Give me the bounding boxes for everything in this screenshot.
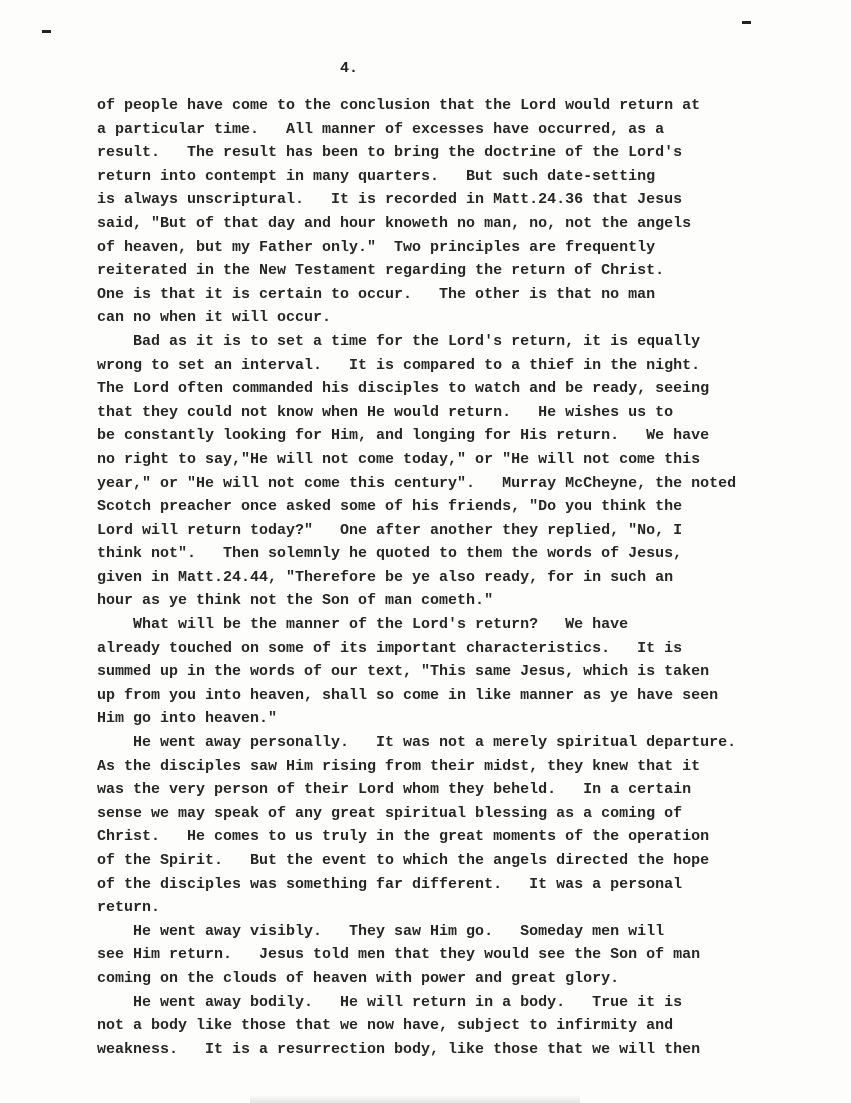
text-line: He went away visibly. They saw Him go. Someday men will <box>97 922 665 940</box>
text-line: can no when it will occur. <box>97 309 332 327</box>
text-line: weakness. It is a resurrection body, like those that we will then <box>97 1040 701 1058</box>
text-line: be constantly looking for Him, and longing for His return. We have <box>97 427 710 445</box>
page-number: 4. <box>340 60 359 77</box>
text-line: coming on the clouds of heaven with power and great glory. <box>97 969 620 987</box>
text-line: Him go into heaven." <box>97 710 278 728</box>
text-line: return into contempt in many quarters. But such date-setting <box>97 167 656 185</box>
punch-mark-right <box>742 21 751 24</box>
scan-edge <box>250 1095 580 1103</box>
text-line: One is that it is certain to occur. The other is that no man <box>97 285 656 303</box>
text-line: was the very person of their Lord whom they beheld. In a certain <box>97 781 692 799</box>
text-line: Scotch preacher once asked some of his friends, "Do you think the <box>97 498 683 516</box>
text-line: He went away personally. It was not a merely spiritual departure. <box>97 734 737 752</box>
text-line: up from you into heaven, shall so come in like manner as ye have seen <box>97 686 719 704</box>
text-line: He went away bodily. He will return in a body. True it is <box>97 993 683 1011</box>
text-line: of the Spirit. But the event to which the angels directed the hope <box>97 852 710 869</box>
text-line: year," or "He will not come this century". Murray McCheyne, the noted <box>97 474 737 492</box>
text-line: reiterated in the New Testament regarding the return of Christ. <box>97 262 665 280</box>
text-line: hour as ye think not the Son of man cometh." <box>97 592 494 610</box>
text-line: think not". Then solemnly he quoted to them the words of Jesus, <box>97 545 683 563</box>
text-line: already touched on some of its important characteristics. It is <box>97 639 683 657</box>
text-line: given in Matt.24.44, "Therefore be ye also ready, for in such an <box>97 568 674 586</box>
text-line: said, "But of that day and hour knoweth no man, no, not the angels <box>97 214 692 232</box>
text-line: Bad as it is to set a time for the Lord's return, it is equally <box>97 332 701 350</box>
text-line: The Lord often commanded his disciples to watch and be ready, seeing <box>97 380 710 398</box>
text-line: sense we may speak of any great spiritual blessing as a coming of <box>97 804 683 822</box>
punch-mark-left <box>42 30 51 33</box>
text-line: What will be the manner of the Lord's return? We have <box>97 616 629 634</box>
text-line: not a body like those that we now have, subject to infirmity and <box>97 1017 674 1035</box>
text-line: that they could not know when He would return. He wishes us to <box>97 403 674 421</box>
text-line: of the disciples was something far different. It was a personal <box>97 875 683 893</box>
text-line: no right to say,"He will not come today," or "He will not come this <box>97 450 701 468</box>
text-line: of heaven, but my Father only." Two principles are frequently <box>97 238 656 256</box>
text-line: Christ. He comes to us truly in the great moments of the operation <box>97 828 710 846</box>
text-line: Lord will return today?" One after another they replied, "No, I <box>97 521 683 539</box>
text-line: return. <box>97 899 161 917</box>
text-line: a particular time. All manner of excesses have occurred, as a <box>97 120 665 138</box>
text-line: result. The result has been to bring the doctrine of the Lord's <box>97 144 683 162</box>
text-line: is always unscriptural. It is recorded in Matt.24.36 that Jesus <box>97 191 683 209</box>
text-line: wrong to set an interval. It is compared to a thief in the night. <box>97 356 701 374</box>
text-line: of people have come to the conclusion that the Lord would return at <box>97 97 701 114</box>
typed-body-text <box>97 94 736 1061</box>
text-line: As the disciples saw Him rising from their midst, they knew that it <box>97 757 701 775</box>
text-line: summed up in the words of our text, "This same Jesus, which is taken <box>97 663 710 681</box>
text-line: see Him return. Jesus told men that they would see the Son of man <box>97 946 701 964</box>
